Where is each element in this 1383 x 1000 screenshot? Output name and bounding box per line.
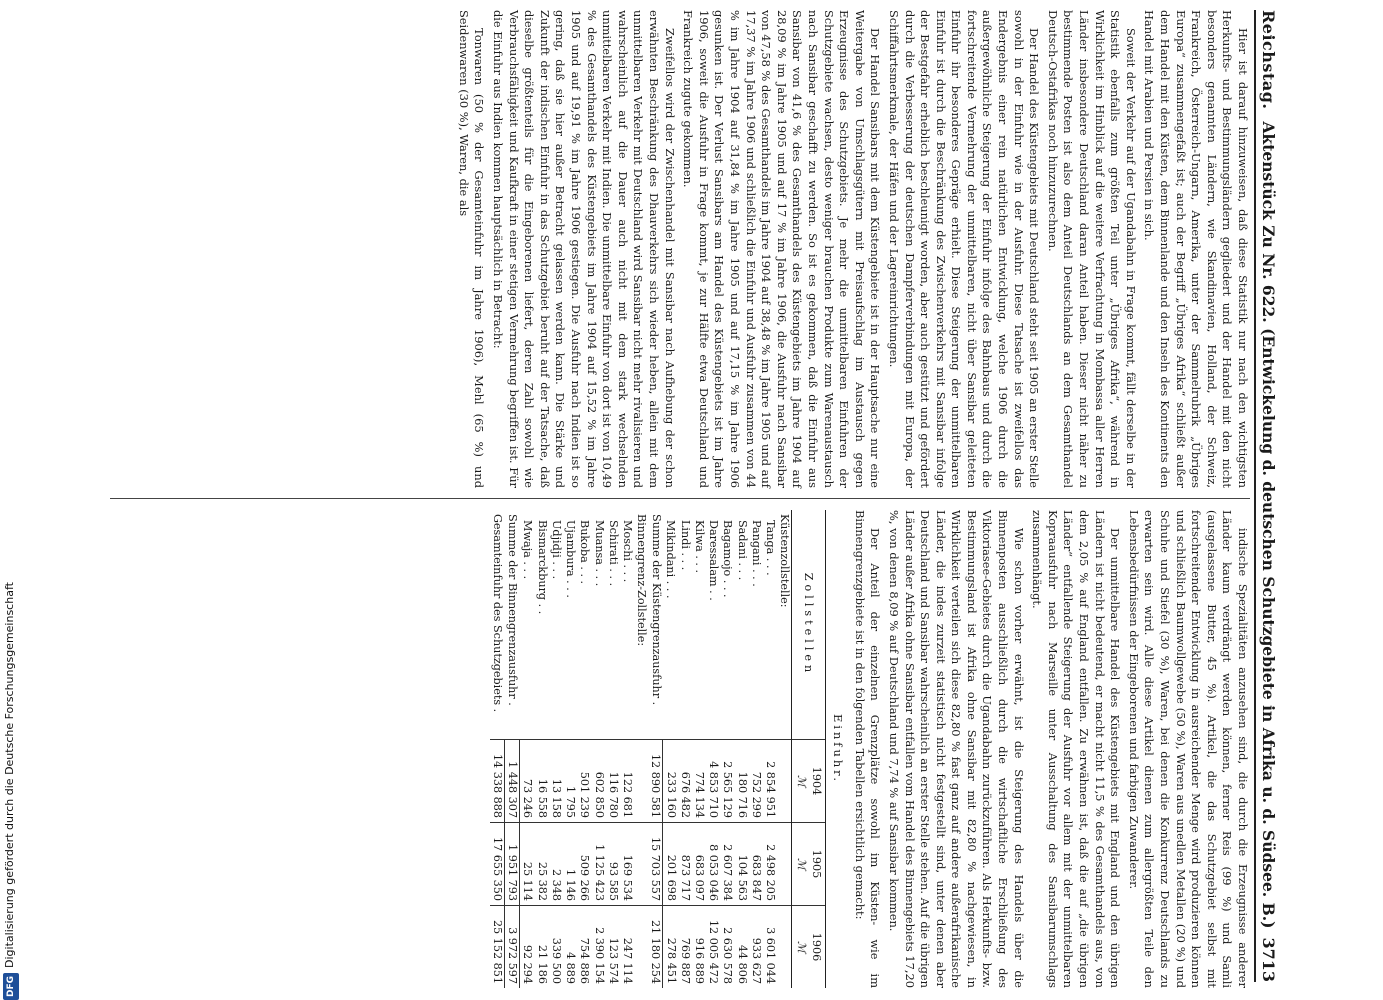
value-cell: 104 563	[734, 823, 748, 906]
value-cell: 122 681	[620, 740, 634, 823]
table-row	[549, 510, 563, 988]
row-label: Bukoba . . .	[578, 520, 592, 585]
value-cell: 2 630 578	[720, 906, 734, 989]
table-body	[490, 510, 792, 988]
value-cell: 2 565 129	[720, 740, 734, 823]
header-title	[1260, 121, 1276, 937]
page-number: 3713	[1258, 937, 1278, 982]
value-cell: 8 053 046	[706, 823, 720, 906]
paragraph: Der Handel des Küstengebiets mit Deutschland steht seit 1905 an erster Stelle sowohl in der Einfuhr wie in der Ausfuhr. Diese Tatsache ist zweifellos das Endergebnis einer rein natürlichen Entwicklung, welche 1906 durch die außergewöhnliche Steigerung der Einfuhr infolge des Bahnbaus und durch die fortschreitende Vermehrung der unmittelbaren, nicht über Sansibar geleiteten Einfuhr ihr besonderes Gepräge erhielt. Diese Steigerung der unmittelbaren Einfuhr ist durch die Beschränkung des Zwischenverkehrs mit Sansibar infolge der Bestgefahr erheblich beschleunigt worden, aber auch gestützt und gefördert durch die Verbesserung der deutschen Dampferverbindungen mit Europa, der Schiffahrtsmerkmale, der Häfen und der Lagereinrichtungen.	[886, 10, 1042, 488]
value-cell: 1 951 793	[505, 823, 520, 906]
value-cell: 2 348	[549, 823, 563, 906]
value-cell: 916 889	[692, 906, 706, 989]
value-cell: 169 534	[620, 823, 634, 906]
value-cell: 509 266	[577, 823, 591, 906]
row-label: Summe der Binnengrenzausfuhr .	[506, 514, 520, 706]
digitization-text: Digitalisierung gefördert durch die Deutsche Forschungsgemeinschaft	[3, 582, 16, 968]
table-row	[490, 510, 505, 988]
value-cell: 2 498 205	[763, 823, 777, 906]
import-table	[490, 510, 826, 988]
left-text-column	[452, 10, 1250, 488]
value-cell: 873 717	[678, 823, 692, 906]
unit-label: ℳ	[795, 858, 809, 870]
value-cell: 15 703 557	[648, 823, 663, 906]
paragraph: Hier ist darauf hinzuweisen, daß diese Statistik nur nach den wichtigsten Herkunfts- und Bestimmungsländern gegliedert und der Handel mit den nicht besonders genannten Ländern, wie Skandinavien, Holland, der Schweiz, Frankreich, Österreich-Ungarn, Amerika, unter der Sammelrubrik „Übriges Europa“ zusammengefaßt ist; auch der Begriff „Übriges Afrika“ schließt außer dem Handel mit den Küsten, dem Binnenlande und den Inseln des Kontinents den Handel mit Arabien und Persien in sich.	[1142, 10, 1250, 488]
row-label: Mikindani . . .	[664, 520, 678, 599]
page-header	[1254, 10, 1294, 982]
value-cell: 3 601 044	[763, 906, 777, 989]
paragraph: Der unmittelbare Handel des Küstengebiets mit England und den übrigen Ländern ist nicht bedeutend, er macht nicht 11,5 % des Gesamthandels aus, von dem 2,05 % auf England entfallen. Zu erwähnen ist, daß die auf „die übrigen Länder“ entfallende Steigerung der Ausfuhr vor allem mit der unmittelbaren Kopraausfuhr nach Marseille unter Ausschaltung des Sansibarumschlags zusammenhängt.	[1030, 510, 1123, 988]
table-row	[620, 510, 634, 988]
table-row	[663, 510, 678, 988]
table-row	[734, 510, 748, 988]
table-row	[706, 510, 720, 988]
header-keyword: Reichstag.	[1258, 10, 1278, 110]
section-label: Binnengrenz-Zollstelle:	[635, 514, 649, 647]
header-subtitle: (Entwickelung d. deutschen Schutzgebiete in Afrika u. d. Südsee. B.)	[1258, 328, 1278, 929]
table-row	[692, 510, 706, 988]
value-cell: 676 482	[678, 740, 692, 823]
row-label: Kilwa . . .	[692, 520, 706, 574]
value-cell: 25 382	[535, 823, 549, 906]
table-row	[577, 510, 591, 988]
value-cell: 73 246	[520, 740, 535, 823]
table-row	[520, 510, 535, 988]
value-cell: 1 146	[563, 823, 577, 906]
value-cell: 1 795	[563, 740, 577, 823]
paragraph: Soweit der Verkehr auf der Ugandabahn in Frage kommt, fällt derselbe in der Statistik ebenfalls zum größten Teil unter „Übriges Afrika“, während in Wirklichkeit im Hinblick auf die weitere Verfrachtung in Mombassa aller Herren Länder insbesondere Deutschland daran Anteil haben. Dieser nicht näher zu bestimmende Posten ist also dem Anteil Deutschlands an dem Gesamthandel Deutsch-Ostafrikas noch hinzuzurechnen.	[1045, 10, 1138, 488]
right-text-column	[490, 510, 1250, 988]
value-cell: 92 294	[520, 906, 535, 989]
dfg-logo-icon: DFG	[3, 973, 19, 1000]
value-cell: 683 097	[692, 823, 706, 906]
value-cell: 501 239	[577, 740, 591, 823]
section-label: Küstenzollstelle:	[778, 514, 792, 608]
row-label: Muansa . . .	[592, 520, 606, 587]
column-header-year	[792, 740, 825, 823]
row-label: Ujambura . . .	[564, 520, 578, 598]
paragraph: Tonwaren (50 % der Gesamteinfuhr im Jahre 1906), Mehl (65 %) und Seidenwaren (30 %), Waren, die als	[456, 10, 487, 488]
value-cell: 2 607 384	[720, 823, 734, 906]
year-label: 1906	[809, 932, 823, 962]
paragraph: Der Anteil der einzelnen Grenzplätze sowohl im Küsten- wie im Binnengrenzgebiete ist in den folgenden Tabellen ersichtlich gemacht:	[852, 510, 883, 988]
row-label: Mwaja . . .	[521, 520, 535, 580]
value-cell: 933 627	[749, 906, 763, 989]
value-cell: 93 585	[606, 823, 620, 906]
rotated-document-page	[90, 0, 1300, 1000]
row-label: Moschi . . .	[620, 520, 634, 583]
table-header-row	[792, 510, 825, 988]
value-cell: 116 780	[606, 740, 620, 823]
section-row	[634, 510, 648, 988]
value-cell: 2 390 154	[591, 906, 605, 989]
table-row	[648, 510, 663, 988]
table-row	[591, 510, 605, 988]
value-cell: 201 698	[663, 823, 678, 906]
row-label: Tanga . . .	[763, 520, 777, 576]
value-cell: 21 180 254	[648, 906, 663, 989]
value-cell: 602 850	[591, 740, 605, 823]
value-cell: 25 152 851	[490, 906, 505, 989]
row-label: Udjidji . . .	[549, 520, 563, 580]
column-header-year	[792, 823, 825, 906]
value-cell: 2 854 951	[763, 740, 777, 823]
paragraph: indische Spezialitäten anzusehen sind, die durch die Erzeugnisse anderer Länder kaum verdrängt werden können, ferner Reis (99 %) und Samli (ausgelassene Butter, 45 %). Artikel, die das Schutzgebiet selbst mit fortschreitender Entwicklung in ausreichender Menge wird produzieren können und schließlich Baumwollgewebe (50 %), Waren aus unedlen Metallen (20 %) und Schuhe und Stiefel (30 %), Waren, bei denen die Konkurrenz Deutschlands zu erwarten sein wird. Alle diese Artikel dienen zum allergrößten Teile den Lebensbedürfnissen der Eingeborenen und farbigen Zuwanderer.	[1126, 510, 1250, 988]
unit-label: ℳ	[795, 941, 809, 953]
row-label: Lindi . . .	[678, 520, 692, 571]
value-cell: 12 890 581	[648, 740, 663, 823]
table-row	[606, 510, 620, 988]
value-cell: 3 972 597	[505, 906, 520, 989]
row-label: Sadani . . .	[735, 520, 749, 581]
table-row	[535, 510, 549, 988]
column-header-zollstellen: Zollstellen	[792, 510, 825, 740]
value-cell: 233 160	[663, 740, 678, 823]
column-header-year	[792, 906, 825, 989]
table-row	[763, 510, 777, 988]
unit-label: ℳ	[795, 775, 809, 787]
table-row	[678, 510, 692, 988]
value-cell: 752 299	[749, 740, 763, 823]
table-row	[749, 510, 763, 988]
paragraph: Wie schon vorher erwähnt, ist die Steigerung des Handels über die Binnenposten ausschließlich durch die wirtschaftliche Erschließung des Viktoriasee-Gebietes durch die Ugandabahn zurückzuführen. Als Herkunfts- bzw. Bestimmungsland ist Afrika ohne Sansibar mit 82,80 % nachgewiesen, in Wirklichkeit verteilen sich diese 82,80 % fast ganz auf andere außerafrikanische Länder, die indes zurzeit statistisch nicht festgestellt sind, unter denen aber Deutschland und Sansibar wahrscheinlich an erster Stelle stehen. Auf die übrigen Länder außer Afrika ohne Sansibar entfallen vom Handel des Binnengebiets 17,20 %, von denen 8,09 % auf Deutschland und 7,74 % auf Sansibar kommen.	[886, 510, 1026, 988]
paragraph: Der Handel Sansibars mit dem Küstengebiete ist in der Hauptsache nur eine Weitergabe von Umschlagsgütern mit Preisaufschlag im Austausch gegen Erzeugnisse des Schutzgebiets. Je mehr die unmittelbaren Einfuhren der Schutzgebiete wachsen, desto weniger brauchen Produkte zum Warenaustausch nach Sansibar geschafft zu werden. So ist es gekommen, daß die Einfuhr aus Sansibar von 41,6 % des Gesamthandels des Küstengebiets im Jahre 1904 auf 28,09 % im Jahre 1905 und auf 17 % im Jahre 1906, die Ausfuhr nach Sansibar von 47,58 % des Gesamthandels im Jahre 1904 auf 38,48 % im Jahre 1905 und auf 17,37 % im Jahre 1906 und schließlich die Einfuhr und Ausfuhr zusammen von 44 % im Jahre 1904 auf 31,84 % im Jahre 1905 und auf 17,15 % im Jahre 1906 gesunken ist. Der Verlust Sansibars am Handel des Küstengebiets ist im Jahre 1906, soweit die Ausfuhr in Frage kommt, je zur Hälfte etwa Deutschland und Frankreich zugute gekommen.	[681, 10, 883, 488]
digitization-note	[2, 440, 18, 1000]
row-label: Pangani . . .	[749, 520, 763, 587]
value-cell: 25 114	[520, 823, 535, 906]
column-divider	[110, 498, 1250, 499]
value-cell: 1 125 423	[591, 823, 605, 906]
year-label: 1904	[809, 766, 823, 796]
row-label: Daressalam . .	[707, 520, 721, 601]
row-label: Summe der Küstengrenzausfuhr .	[649, 514, 663, 706]
table-row	[505, 510, 520, 988]
value-cell: 14 338 888	[490, 740, 505, 823]
value-cell: 247 114	[620, 906, 634, 989]
value-cell: 278 451	[663, 906, 678, 989]
table-title: Einfuhr.	[831, 714, 846, 784]
value-cell: 16 558	[535, 740, 549, 823]
value-cell: 13 158	[549, 740, 563, 823]
header-document: Aktenstück Zu Nr. 622.	[1258, 121, 1278, 323]
value-cell: 4 853 710	[706, 740, 720, 823]
value-cell: 123 574	[606, 906, 620, 989]
value-cell: 12 005 472	[706, 906, 720, 989]
value-cell: 774 134	[692, 740, 706, 823]
value-cell: 339 500	[549, 906, 563, 989]
section-row	[777, 510, 792, 988]
value-cell: 754 886	[577, 906, 591, 989]
table-row	[720, 510, 734, 988]
value-cell: 769 887	[678, 906, 692, 989]
value-cell: 17 655 350	[490, 823, 505, 906]
value-cell: 180 716	[734, 740, 748, 823]
table-row	[563, 510, 577, 988]
value-cell: 683 847	[749, 823, 763, 906]
row-label: Gesamteinfuhr des Schutzgebiets .	[491, 514, 505, 713]
value-cell: 21 186	[535, 906, 549, 989]
row-label: Schirati . . .	[606, 520, 620, 587]
value-cell: 4 889	[563, 906, 577, 989]
row-label: Bismarckburg . .	[535, 520, 549, 615]
paragraph: Zweifellos wird der Zwischenhandel mit Sansibar nach Aufhebung der schon erwähnten Beschränkung des Dhauverkehrs sich wieder heben, allein mit dem unmittelbaren Verkehr mit Deutschland wird Sansibar nicht mehr rivalisieren und wahrscheinlich auf die Dauer auch nicht mit dem stark wechselnden unmittelbaren Verkehr mit Indien. Die unmittelbare Einfuhr von dort ist von 10,49 % des Gesamthandels des Küstengebiets im Jahre 1904 auf 15,52 % im Jahre 1905 und auf 19,91 % im Jahre 1906 gestiegen. Die Ausfuhr nach Indien ist so gering, daß sie hier außer Betracht gelassen werden kann. Die Stärke und Zukunft der indischen Einfuhr in das Schutzgebiet beruht auf der Tatsache, daß dieselbe größtenteils für die Eingeborenen liefert, deren Zahl sowohl wie Verbrauchsfähigkeit und Kaufkraft in einer stetigen Vermehrung begriffen ist. Für die Einfuhr aus Indien kommen hauptsächlich in Betracht:	[491, 10, 677, 488]
year-label: 1905	[809, 849, 823, 879]
row-label: Bagamojo . . .	[721, 520, 735, 598]
value-cell: 1 448 307	[505, 740, 520, 823]
value-cell: 44 806	[734, 906, 748, 989]
